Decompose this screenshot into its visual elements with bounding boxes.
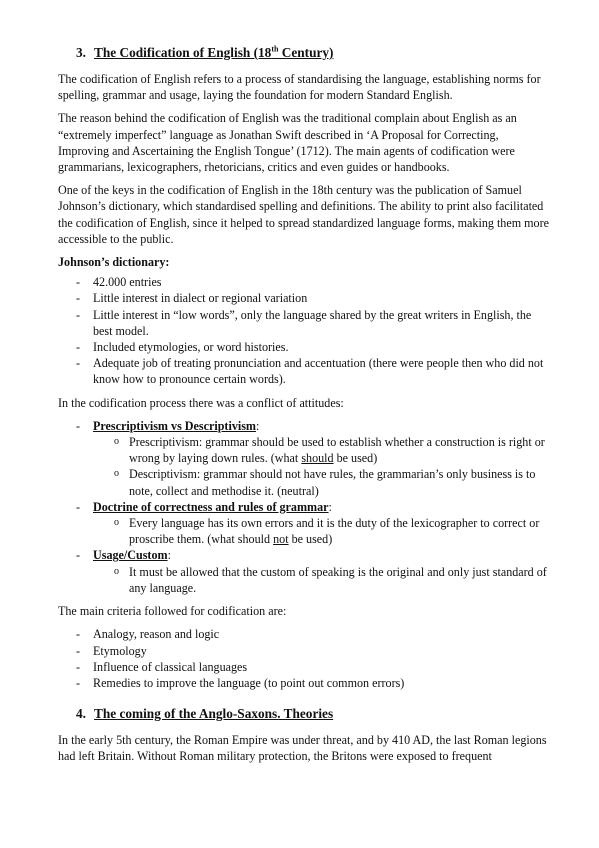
sub-list-item: o Every language has its own errors and it is the duty of the lexicographer to correct or proscribe them. (what should not be used)	[58, 515, 550, 547]
paragraph: In the codification process there was a conflict of attitudes:	[58, 395, 344, 410]
section-number: 4.	[76, 706, 86, 722]
section-title: The coming of the Anglo-Saxons. Theories	[94, 706, 334, 722]
section-number: 3.	[76, 45, 86, 60]
list-item: - Usage/Custom: o It must be allowed that the custom of speaking is the original and only just standard of any language.	[58, 547, 550, 596]
sub-list-item: o Prescriptivism: grammar should be used to establish whether a construction is right or wrong by laying down rules. (what should be used)	[58, 434, 550, 466]
list-item: - Remedies to improve the language (to point out common errors)	[58, 675, 550, 691]
sub-list	[93, 564, 550, 596]
attitude-label: Usage/Custom	[93, 548, 168, 563]
list-item: - Analogy, reason and logic	[58, 626, 550, 642]
list-item: - 42.000 entries	[58, 274, 550, 290]
list-item: - Etymology	[58, 643, 550, 659]
paragraph: The main criteria followed for codification are:	[58, 604, 287, 619]
list-item: - Little interest in “low words”, only the language shared by the great writers in English, the best model.	[58, 307, 550, 339]
paragraph: In the early 5th century, the Roman Empire was under threat, and by 410 AD, the last Roman legions had left Britain. Without Roman military protection, the Britons were exposed to frequent	[58, 733, 547, 764]
attitude-label: Prescriptivism vs Descriptivism	[93, 418, 257, 433]
document-page	[58, 44, 550, 772]
section-title: The Codification of English (18th Century)	[94, 44, 334, 60]
list-item: - Adequate job of treating pronunciation and accentuation (there were people then who did not know how to pronounce certain words).	[58, 355, 550, 387]
attitude-label: Doctrine of correctness and rules of grammar	[93, 499, 329, 514]
paragraph: One of the keys in the codification of English in the 18th century was the publication of Samuel Johnson’s dictionary, which standardised spelling and definitions. The ability to print also facilitated the codification of English, since it helped to spread standardized language forms, making them more accessible to the public.	[58, 183, 549, 246]
johnson-list	[58, 274, 550, 387]
list-item: - Included etymologies, or word histories.	[58, 339, 550, 355]
criteria-list	[58, 626, 550, 691]
sub-list-item: o Descriptivism: grammar should not have rules, the grammarian’s only business is to note, collect and methodise it. (neutral)	[58, 466, 550, 498]
list-item: - Doctrine of correctness and rules of grammar: o Every language has its own errors and it is the duty of the lexicographer to correct or proscribe them. (what should not be used)	[58, 499, 550, 548]
sub-list	[93, 434, 550, 499]
sub-list	[93, 515, 550, 547]
list-item: - Prescriptivism vs Descriptivism: o Prescriptivism: grammar should be used to establish whether a construction is right or wrong by laying down rules. (what should be used) o Descriptivism: grammar should not have rules, the grammarian’s only business is to note, collect and methodise it. (neutral)	[58, 418, 550, 499]
section-3-heading	[76, 44, 550, 61]
attitudes-list	[58, 418, 550, 596]
sub-list-item: o It must be allowed that the custom of speaking is the original and only just standard of any language.	[58, 564, 550, 596]
paragraph: The codification of English refers to a process of standardising the language, establishing norms for spelling, grammar and usage, laying the foundation for modern Standard English.	[58, 72, 541, 103]
johnson-dictionary-label: Johnson’s dictionary:	[58, 255, 170, 270]
list-item: - Influence of classical languages	[58, 659, 550, 675]
paragraph: The reason behind the codification of English was the traditional complain about English as an “extremely imperfect” language as Jonathan Swift described in ‘A Proposal for Correcting, Improving and Ascertaining the English Tongue’ (1712). The main agents of codification were grammarians, lexicographers, rhetoricians, critics and even guides or handbooks.	[58, 111, 517, 175]
section-4-heading	[76, 705, 550, 722]
list-item: - Little interest in dialect or regional variation	[58, 290, 550, 306]
